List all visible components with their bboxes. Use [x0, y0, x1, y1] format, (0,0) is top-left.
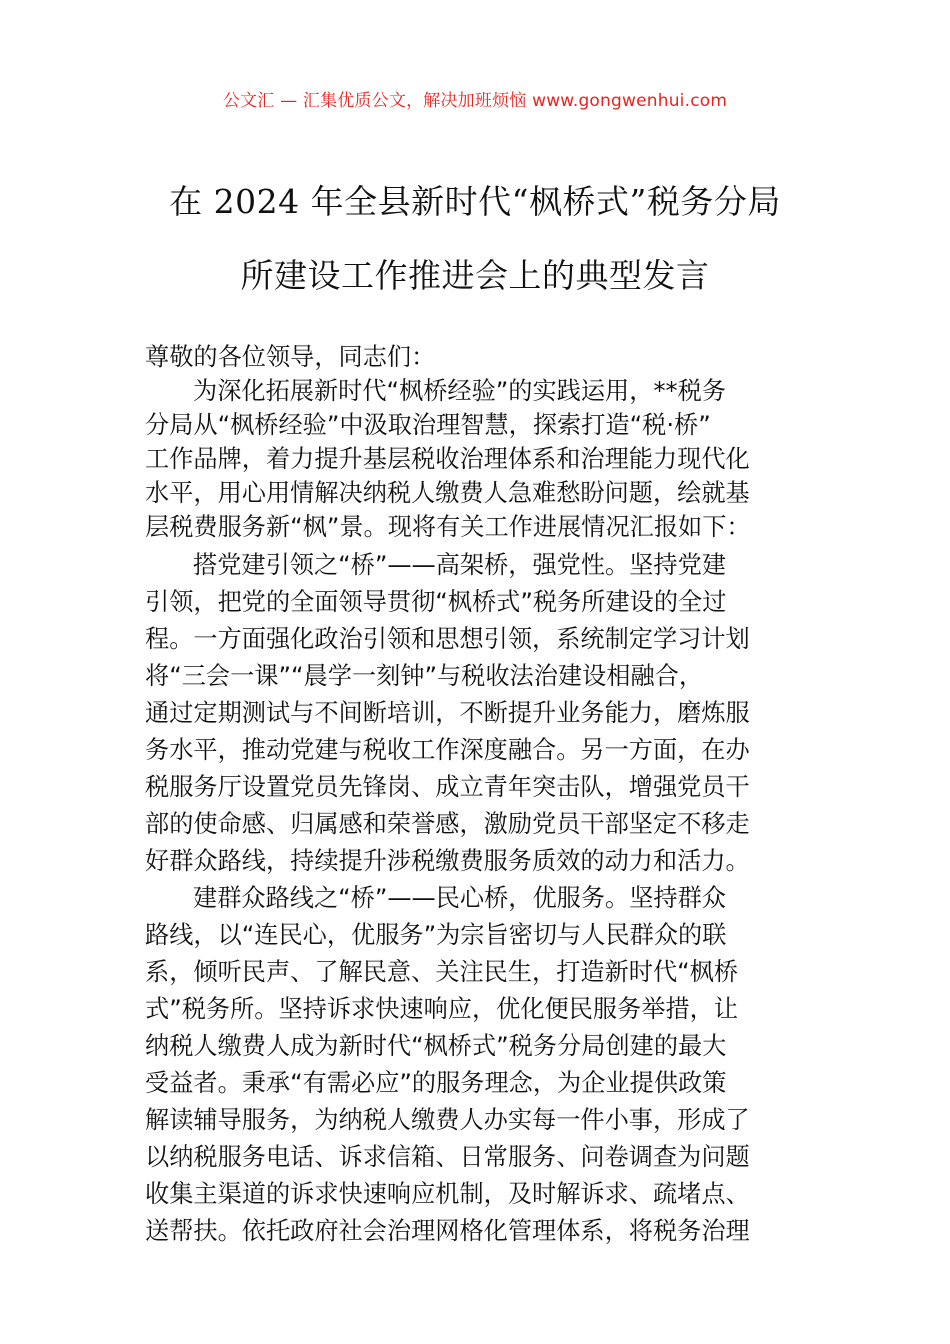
document-title-line-1: 在 2024 年全县新时代“枫桥式”税务分局: [169, 182, 781, 221]
body-line: 程。一方面强化政治引领和思想引领，系统制定学习计划: [145, 625, 750, 653]
body-line: 搭党建引领之“桥”——高架桥，强党性。坚持党建: [193, 551, 727, 579]
body-line: 务水平，推动党建与税收工作深度融合。另一方面，在办: [145, 736, 750, 764]
body-line: 引领，把党的全面领导贯彻“枫桥式”税务所建设的全过: [145, 588, 727, 616]
body-line: 通过定期测试与不间断培训，不断提升业务能力，磨炼服: [145, 699, 750, 727]
body-line: 送帮扶。依托政府社会治理网格化管理体系，将税务治理: [145, 1217, 750, 1245]
body-line: 工作品牌，着力提升基层税收治理体系和治理能力现代化: [145, 445, 750, 473]
body-line: 水平，用心用情解决纳税人缴费人急难愁盼问题，绘就基: [145, 479, 750, 507]
body-line: 路线，以“连民心，优服务”为宗旨密切与人民群众的联: [145, 921, 727, 949]
body-line: 解读辅导服务，为纳税人缴费人办实每一件小事，形成了: [145, 1106, 750, 1134]
body-line: 系，倾听民声、了解民意、关注民生，打造新时代“枫桥: [145, 958, 739, 986]
body-line: 式”税务所。坚持诉求快速响应，优化便民服务举措，让: [145, 995, 739, 1023]
salutation: 尊敬的各位领导，同志们：: [145, 343, 436, 371]
body-line: 纳税人缴费人成为新时代“枫桥式”税务分局创建的最大: [145, 1032, 727, 1060]
document-title-line-2: 所建设工作推进会上的典型发言: [240, 256, 710, 295]
body-line: 层税费服务新“枫”景。现将有关工作进展情况汇报如下：: [145, 513, 751, 541]
body-line: 建群众路线之“桥”——民心桥，优服务。坚持群众: [193, 884, 727, 912]
body-line: 收集主渠道的诉求快速响应机制，及时解诉求、疏堵点、: [145, 1180, 750, 1208]
body-line: 好群众路线，持续提升涉税缴费服务质效的动力和活力。: [145, 847, 750, 875]
body-line: 分局从“枫桥经验”中汲取治理智慧，探索打造“税·桥”: [145, 411, 711, 439]
header-banner: 公文汇 — 汇集优质公文，解决加班烦恼 www.gongwenhui.com: [222, 91, 728, 111]
body-line: 以纳税服务电话、诉求信箱、日常服务、问卷调查为问题: [145, 1143, 750, 1171]
body-line: 部的使命感、归属感和荣誉感，激励党员干部坚定不移走: [145, 810, 750, 838]
body-line: 将“三会一课”“晨学一刻钟”与税收法治建设相融合，: [145, 662, 704, 690]
body-line: 税服务厅设置党员先锋岗、成立青年突击队，增强党员干: [145, 773, 750, 801]
body-line: 受益者。秉承“有需必应”的服务理念，为企业提供政策: [145, 1069, 727, 1097]
body-line: 为深化拓展新时代“枫桥经验”的实践运用，**税务: [193, 377, 727, 405]
